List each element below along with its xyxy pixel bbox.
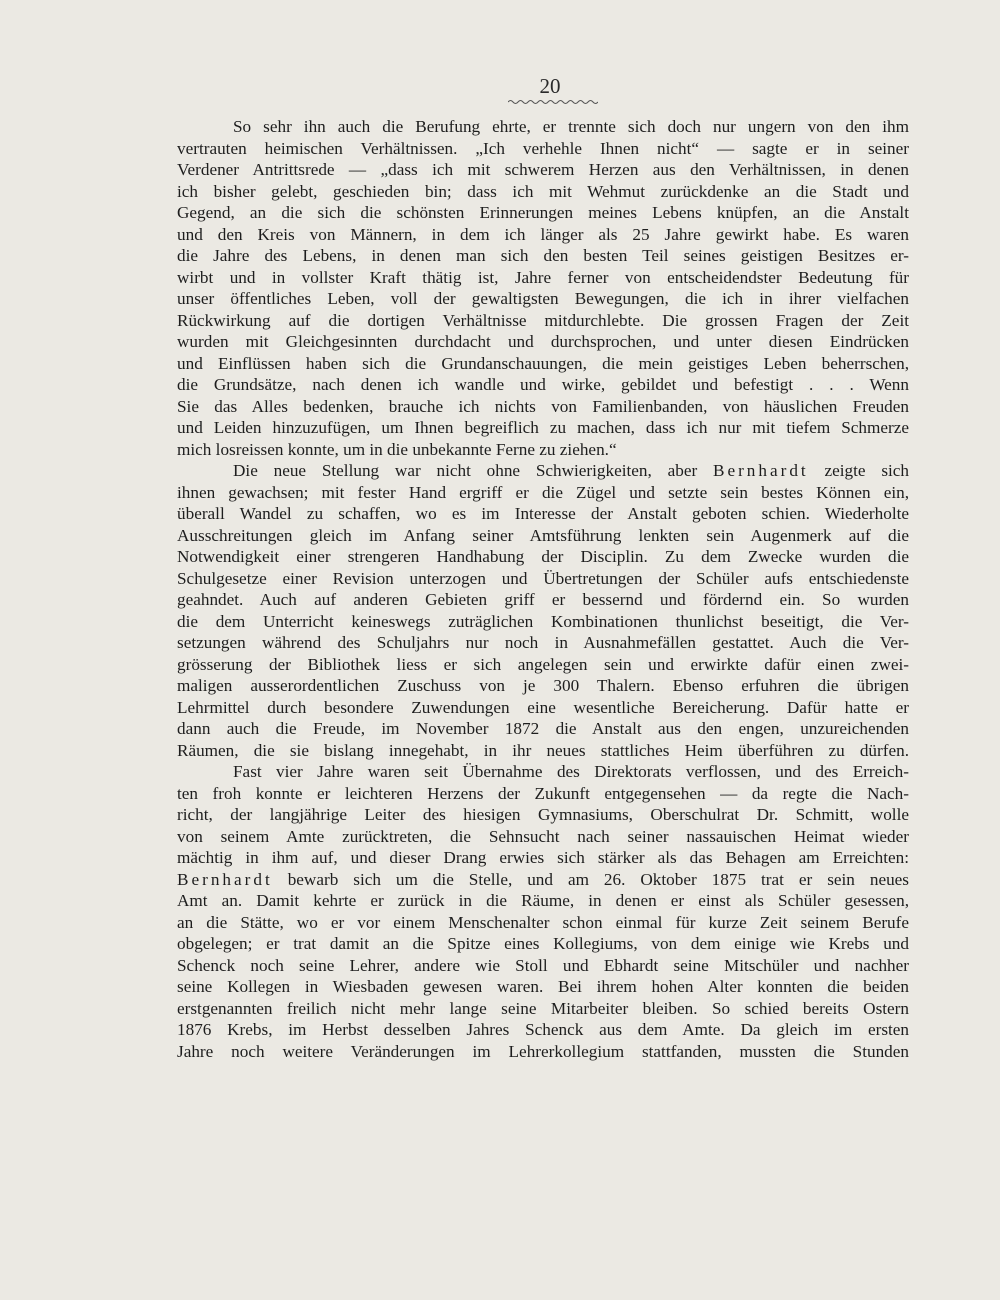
text-line: Amt an. Damit kehrte er zurück in die Räume, in denen er einst als Schüler gesessen, xyxy=(177,891,909,910)
text-line: unser öffentliches Leben, voll der gewaltigsten Bewegungen, die ich in ihrer vielfachen xyxy=(177,289,909,308)
page-number: 20 xyxy=(539,74,561,98)
text-segment: bewarb sich um die Stelle, und am 26. Oktober 1875 trat er sein neues xyxy=(287,869,909,889)
text-line: die Jahre des Lebens, in denen man sich den besten Teil seines geistigen Besitzes er- xyxy=(177,246,909,265)
text-line: 1876 Krebs, im Herbst desselben Jahres Schenck aus dem Amte. Da gleich im ersten xyxy=(177,1020,909,1039)
text-line: Rückwirkung auf die dortigen Verhältnisse mitdurchlebte. Die grossen Fragen der Zeit xyxy=(177,310,909,330)
text-line: Gegend, an die sich die schönsten Erinnerungen meines Lebens knüpfen, an die Anstalt xyxy=(177,203,909,222)
text-line: setzungen während des Schuljahrs nur noch in Ausnahmefällen gestattet. Auch die Ver- xyxy=(177,633,909,652)
text-line: und den Kreis von Männern, in dem ich länger als 25 Jahre gewirkt habe. Es waren xyxy=(177,224,909,244)
text-line: Lehrmittel durch besondere Zuwendungen eine wesentliche Bereicherung. Dafür hatte er xyxy=(177,697,909,717)
text-line: mächtig in ihm auf, und dieser Drang erwies sich stärker als das Behagen am Erreichten: xyxy=(177,848,909,867)
text-line: obgelegen; er trat damit an die Spitze eines Kollegiums, von dem einige wie Krebs und xyxy=(177,934,909,953)
text-line: die Grundsätze, nach denen ich wandle und wirke, gebildet und befestigt . . . Wenn xyxy=(177,375,909,394)
text-line: Fast vier Jahre waren seit Übernahme des Direktorats verflossen, und des Erreich- xyxy=(233,762,909,781)
text-line: Schulgesetze einer Revision unterzogen und Übertretungen der Schüler aufs entschiedenste xyxy=(177,568,909,588)
text-line: Sie das Alles bedenken, brauche ich nichts von Familienbanden, von häuslichen Freuden xyxy=(177,396,909,416)
text-line: Notwendigkeit einer strengeren Handhabung der Disciplin. Zu dem Zwecke wurden die xyxy=(177,547,909,566)
text-line: grösserung der Bibliothek liess er sich angelegen sein und erwirkte dafür einen zwei- xyxy=(177,654,909,674)
text-segment: zeigte sich xyxy=(824,461,910,480)
text-line: Räumen, die sie bislang innegehabt, in ihr neues stattliches Heim überführen zu dürfen. xyxy=(177,740,909,760)
text-line: ihnen gewachsen; mit fester Hand ergriff er die Zügel und setzte sein bestes Können ein, xyxy=(177,482,909,502)
text-line: mich losreissen konnte, um in die unbekannte Ferne zu ziehen.“ xyxy=(177,439,617,459)
text-line xyxy=(177,869,909,891)
text-line: Ausschreitungen gleich im Anfang seiner Amtsführung lenkten sein Augenmerk auf die xyxy=(177,525,909,545)
text-segment: Die neue Stellung war nicht ohne Schwierigkeiten, aber xyxy=(233,461,698,480)
text-line: dann auch die Freude, im November 1872 die Anstalt aus den engen, unzureichenden xyxy=(177,719,909,738)
paragraph-1 xyxy=(177,116,909,460)
text-line: an die Stätte, wo er vor einem Menschenalter schon einmal für kurze Zeit seinem Berufe xyxy=(177,912,909,932)
text-line: die dem Unterricht keineswegs zuträglichen Kombinationen thunlichst beseitigt, die Ver- xyxy=(177,611,909,631)
person-name: Bernhardt xyxy=(712,461,809,480)
text-line xyxy=(177,460,909,482)
text-line: richt, der langjährige Leiter des hiesigen Gymnasiums, Oberschulrat Dr. Schmitt, wolle xyxy=(177,805,909,824)
text-line: Schenck noch seine Lehrer, andere wie Stoll und Ebhardt seine Mitschüler und nachher xyxy=(177,955,909,975)
text-line: ich bisher gelebt, geschieden bin; dass ich mit Wehmut zurückdenke an die Stadt und xyxy=(177,181,909,201)
text-line: und Einflüssen haben sich die Grundanschauungen, die mein geistiges Leben beherrschen, xyxy=(177,353,909,373)
page-number-ornament xyxy=(508,98,598,106)
person-name: Bernhardt xyxy=(177,869,273,889)
text-line: maligen ausserordentlichen Zuschuss von je 300 Thalern. Ebenso erfuhren die übrigen xyxy=(177,676,909,695)
wavy-line-ornament xyxy=(508,101,598,104)
text-line: ten froh konnte er leichteren Herzens der Zukunft entgegensehen — da regte die Nach- xyxy=(177,783,909,803)
text-line: von seinem Amte zurücktreten, die Sehnsucht nach seiner nassauischen Heimat wieder xyxy=(177,826,909,846)
text-line: wirbt und in vollster Kraft thätig ist, Jahre ferner von entscheidendster Bedeutung für xyxy=(177,267,909,287)
text-line: wurden mit Gleichgesinnten durchdacht und durchsprochen, und unter diesen Eindrücken xyxy=(177,332,909,351)
text-line: geahndet. Auch auf anderen Gebieten griff er bessernd und fördernd ein. So wurden xyxy=(177,590,909,609)
text-line: erstgenannten freilich nicht mehr lange seine Mitarbeiter bleiben. So schied bereits Ostern xyxy=(177,998,909,1018)
text-line: Verdener Antrittsrede — „dass ich mit schwerem Herzen aus den Verhältnissen, in denen xyxy=(177,160,909,179)
text-line: und Leiden hinzuzufügen, um Ihnen begreiflich zu machen, dass ich nur mit tiefem Schmerze xyxy=(177,418,909,437)
text-line: vertrauten heimischen Verhältnissen. „Ich verhehle Ihnen nicht“ — sagte er in seiner xyxy=(177,138,909,158)
text-line: überall Wandel zu schaffen, wo es im Interesse der Anstalt geboten schien. Wiederholte xyxy=(177,504,909,523)
text-line: Jahre noch weitere Veränderungen im Lehrerkollegium stattfanden, mussten die Stunden xyxy=(177,1041,909,1061)
paragraph-2 xyxy=(177,460,909,761)
body-text xyxy=(177,116,909,1062)
text-line: seine Kollegen in Wiesbaden gewesen waren. Bei ihrem hohen Alter konnten die beiden xyxy=(177,977,909,996)
paragraph-3 xyxy=(177,761,909,1062)
text-line: So sehr ihn auch die Berufung ehrte, er trennte sich doch nur ungern von den ihm xyxy=(233,117,909,136)
